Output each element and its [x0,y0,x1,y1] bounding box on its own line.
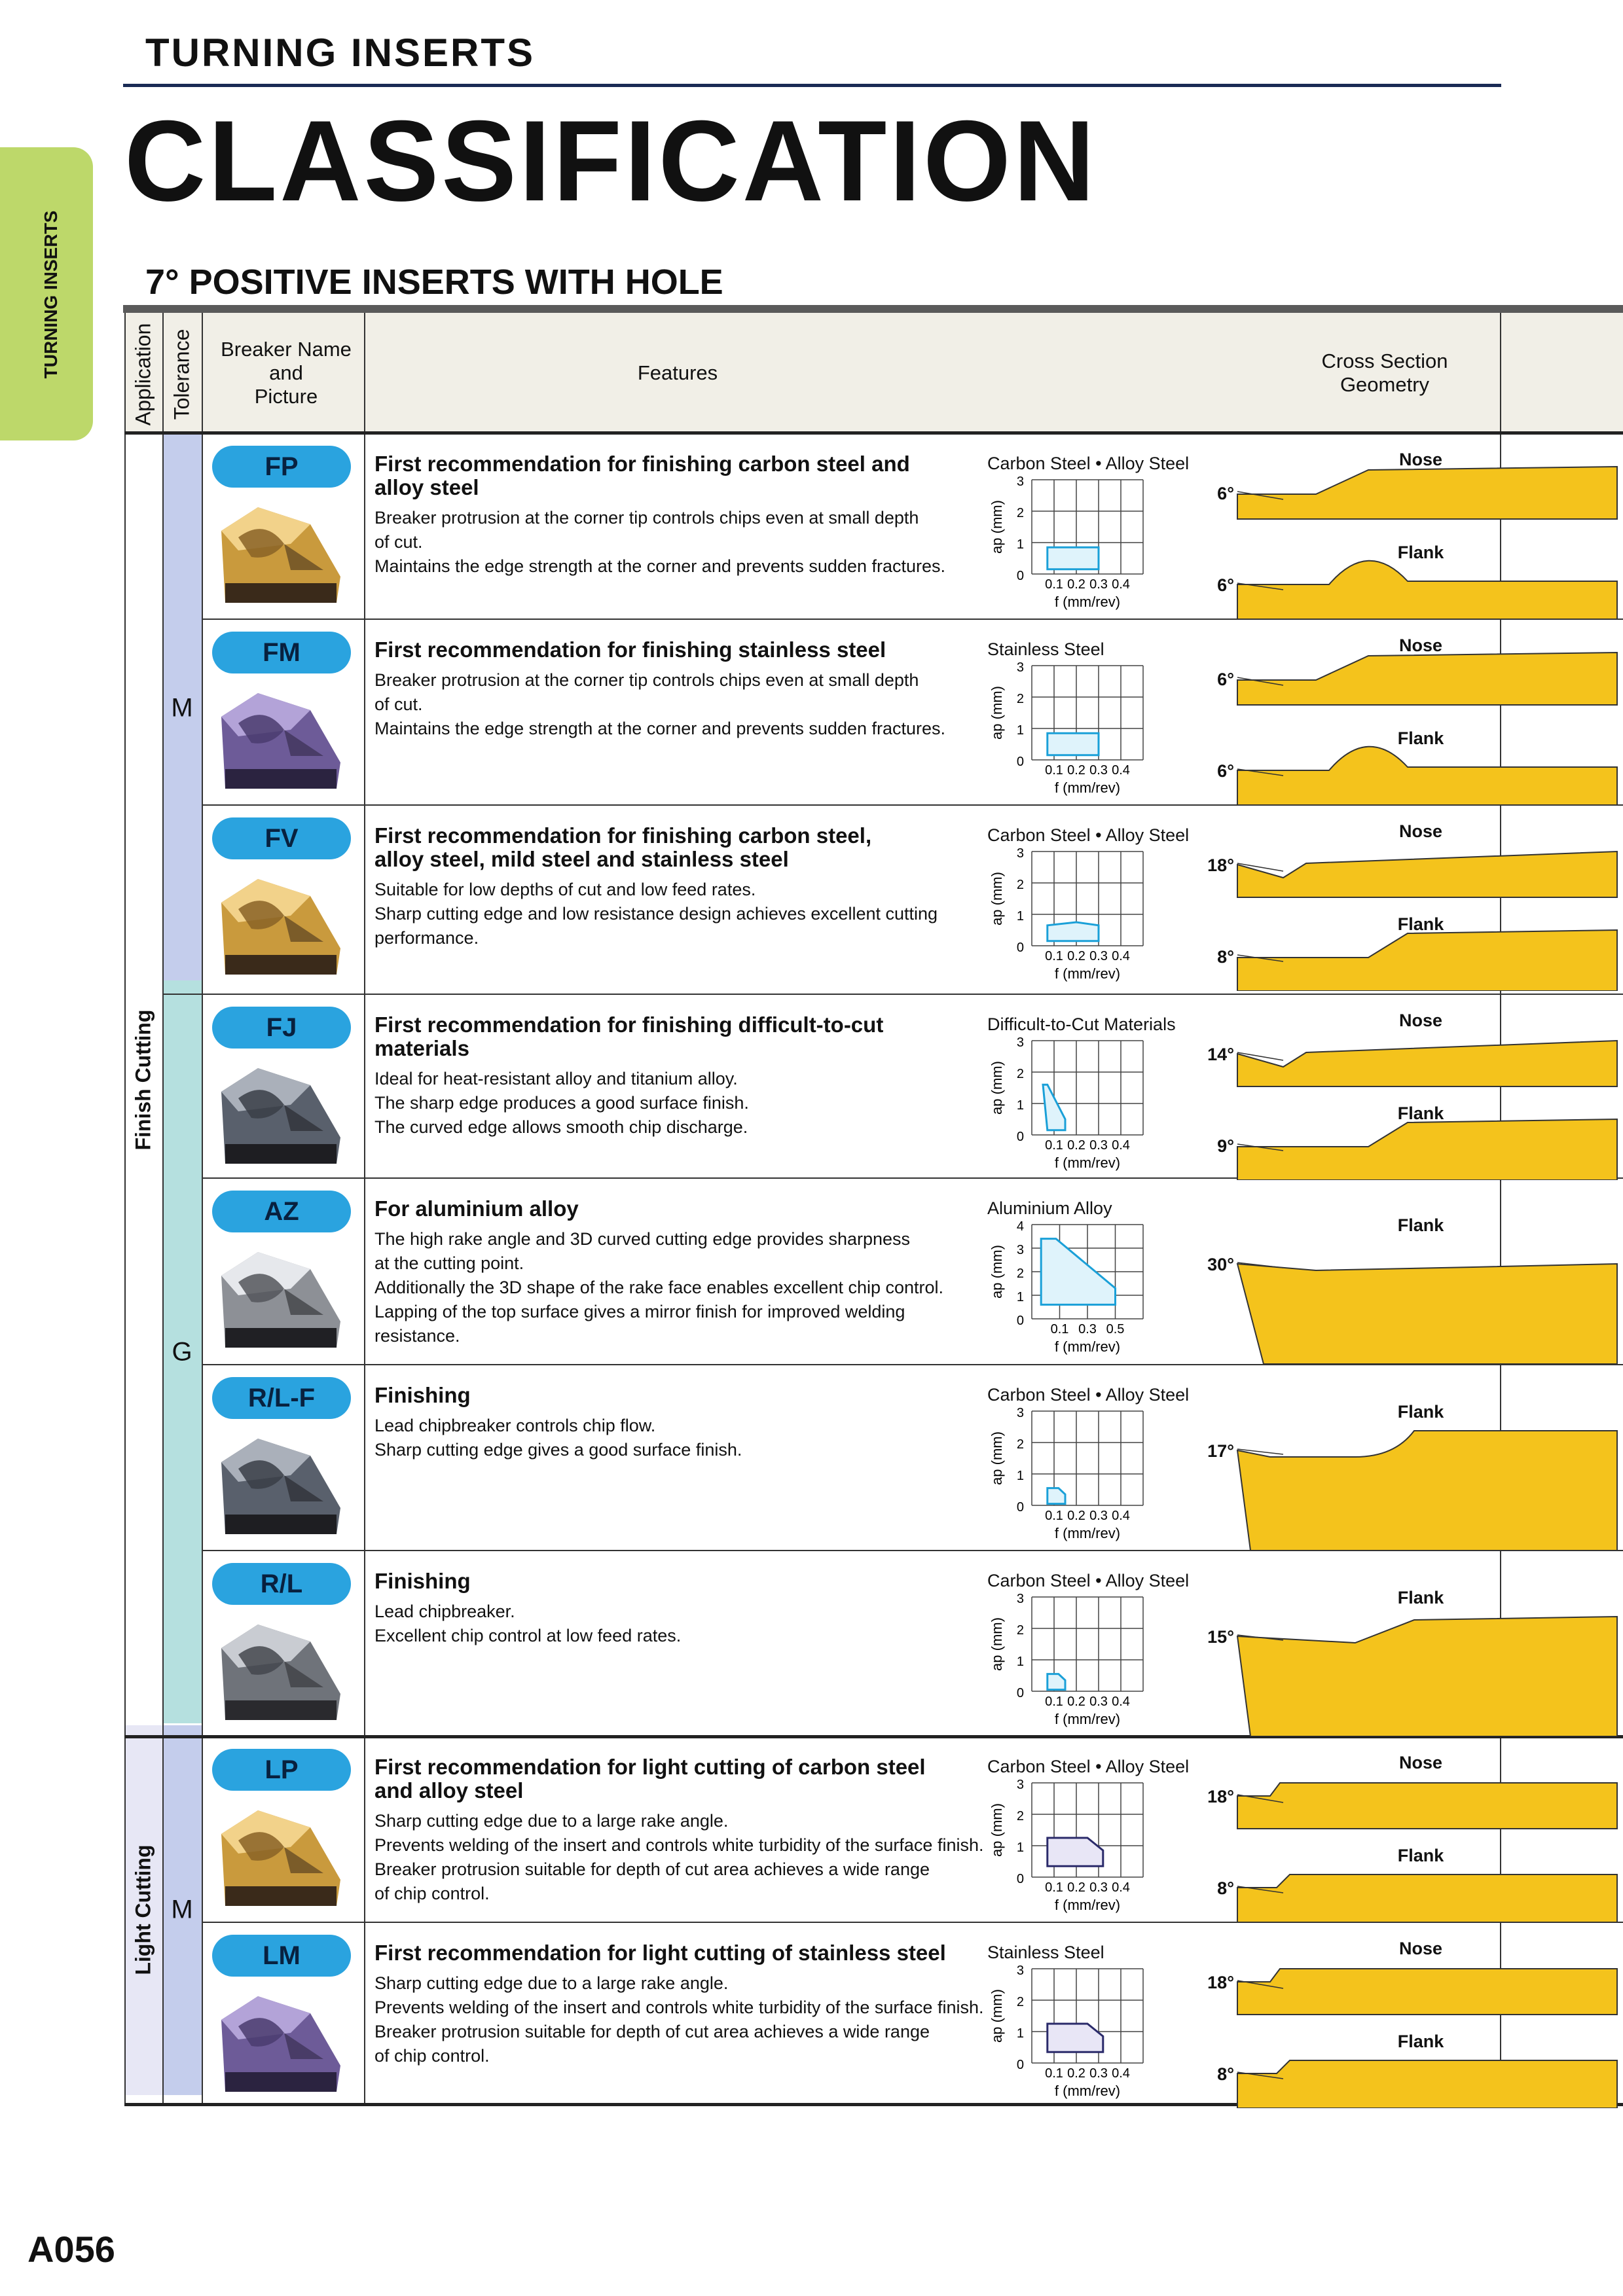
chart-y-tick: 4 [1016,1219,1024,1234]
cross-flank-angle: 30° [1207,1255,1234,1274]
header-rule [123,84,1501,87]
page-number: A056 [27,2229,115,2270]
cross-flank-profile [1237,1264,1617,1364]
feature-title-line: First recommendation for finishing carbon steel, [374,823,872,848]
feature-description-line: Maintains the edge strength at the corner and prevents sudden fractures. [374,719,946,738]
cross-nose-angle: 18° [1207,1787,1234,1806]
section-title: 7° POSITIVE INSERTS WITH HOLE [145,262,723,302]
feature-description-line: Lead chipbreaker controls chip flow. [374,1416,656,1435]
chart-x-axis-label: f (mm/rev) [1054,1897,1121,1913]
feature-description-line: of cut. [374,694,423,714]
chart-y-tick: 1 [1016,1098,1024,1113]
chart-recommended-area [1048,1488,1065,1504]
insert-picture [212,1243,351,1350]
chart-y-axis-label: ap (mm) [989,1061,1005,1115]
feature-description-line: Ideal for heat-resistant alloy and titanium alloy. [374,1069,738,1088]
breaker-name-pill[interactable]: AZ [212,1191,351,1232]
chart-y-tick: 1 [1016,537,1024,552]
chart-y-tick: 3 [1016,1035,1024,1050]
cross-label-flank: Flank [1397,1215,1444,1235]
chart-y-tick: 1 [1016,723,1024,738]
feature-description-line: Lead chipbreaker. [374,1602,515,1621]
chart-x-axis-label: f (mm/rev) [1054,780,1121,796]
chart-x-tick: 0.4 [1112,577,1130,592]
material-label: Stainless Steel [987,1943,1104,1962]
chart-y-tick: 1 [1016,1840,1024,1855]
feature-description [374,1227,996,1348]
chart-x-tick: 0.2 [1067,949,1085,963]
insert-picture [212,870,351,977]
cross-nose-angle: 6° [1217,670,1234,689]
chart-y-tick: 2 [1016,692,1024,706]
chart-x-tick: 0.1 [1045,2066,1063,2081]
header-breaker [204,338,368,408]
chart-y-tick: 1 [1016,2026,1024,2041]
chart-x-axis-label: f (mm/rev) [1054,1525,1121,1541]
feature-title-line: Finishing [374,1569,471,1593]
depth-feed-chart [986,1398,1156,1549]
depth-feed-chart [986,1584,1156,1734]
feature-description-line: The high rake angle and 3D curved cutting edge provides sharpness [374,1229,911,1249]
chart-x-tick: 0.3 [1089,949,1108,963]
chart-x-tick: 0.4 [1112,763,1130,778]
feature-title [374,638,983,662]
breaker-name-pill[interactable]: FP [212,446,351,488]
feature-title [374,1941,983,1965]
header-features: Features [637,361,718,384]
chart-x-tick: 0.3 [1089,1695,1108,1709]
cross-flank-profile [1237,2060,1617,2108]
chart-y-tick: 1 [1016,1655,1024,1669]
chart-x-axis-label: f (mm/rev) [1054,1711,1121,1727]
cross-nose-profile [1237,852,1617,897]
breaker-name-pill[interactable]: R/L-F [212,1377,351,1419]
chart-y-tick: 0 [1016,755,1024,769]
chart-y-tick: 2 [1016,1623,1024,1638]
application-light-cutting: Light Cutting [131,1844,155,1975]
chart-y-axis-label: ap (mm) [989,872,1005,925]
chart-y-tick: 0 [1016,1314,1024,1328]
material-label: Difficult-to-Cut Materials [987,1014,1176,1034]
feature-description-line: Sharp cutting edge due to a large rake angle. [374,1811,729,1831]
insert-row [124,620,1623,805]
chart-y-axis-label: ap (mm) [989,1245,1005,1299]
chart-recommended-area [1048,733,1099,755]
chart-y-tick: 3 [1016,1778,1024,1792]
chart-y-axis-label: ap (mm) [989,1617,1005,1671]
feature-title-line: alloy steel, mild steel and stainless steel [374,847,789,871]
chart-y-tick: 0 [1016,2058,1024,2072]
chart-x-axis-label: f (mm/rev) [1054,1338,1121,1355]
side-tab-label: TURNING INSERTS [41,210,61,379]
chart-y-tick: 3 [1016,660,1024,675]
feature-description [374,878,996,950]
depth-feed-chart [986,1956,1156,2106]
depth-feed-chart [986,1028,1156,1178]
feature-description [374,1809,996,1906]
application-finish-cutting: Finish Cutting [131,1009,155,1151]
chart-x-tick: 0.2 [1067,1695,1085,1709]
cross-flank-angle: 8° [1217,2064,1234,2084]
feature-description-line: Maintains the edge strength at the corner and prevents sudden fractures. [374,556,946,576]
chart-recommended-area [1048,922,1099,941]
feature-description [374,1971,996,2068]
chart-x-tick: 0.4 [1112,1509,1130,1523]
depth-feed-chart [986,838,1156,989]
feature-description-line: The curved edge allows smooth chip discharge. [374,1117,748,1137]
cross-label-flank: Flank [1397,728,1444,748]
cross-nose-angle: 6° [1217,484,1234,503]
chart-y-tick: 3 [1016,1592,1024,1606]
insert-picture [212,684,351,791]
breaker-name-pill[interactable]: LP [212,1749,351,1791]
chart-x-tick: 0.4 [1112,949,1130,963]
chart-y-axis-label: ap (mm) [989,686,1005,740]
chart-y-tick: 3 [1016,846,1024,861]
feature-description-line: Sharp cutting edge due to a large rake angle. [374,1973,729,1993]
chart-y-tick: 0 [1016,1686,1024,1700]
page-title: CLASSIFICATION [124,97,1098,225]
feature-description-line: of cut. [374,532,423,552]
cross-nose-profile [1237,1969,1617,2015]
chart-y-tick: 2 [1016,1067,1024,1081]
cross-label-nose: Nose [1398,1011,1443,1030]
insert-row [124,1551,1623,1736]
chart-x-tick: 0.1 [1045,1880,1063,1895]
feature-description-line: of chip control. [374,1884,490,1903]
material-label: Stainless Steel [987,639,1104,659]
feature-description-line: Lapping of the top surface gives a mirror finish for improved welding [374,1302,905,1321]
feature-description-line: Prevents welding of the insert and controls white turbidity of the surface finish. [374,1835,984,1855]
insert-row [124,434,1623,619]
cross-section-geometry [1198,995,1623,1180]
header-application: Application [131,323,155,426]
feature-description [374,506,996,579]
chart-y-tick: 2 [1016,506,1024,520]
chart-y-tick: 2 [1016,878,1024,892]
cross-flank-angle: 6° [1217,575,1234,595]
chart-x-tick: 0.2 [1067,1138,1085,1153]
tolerance-label: M [171,693,193,723]
material-label: Carbon Steel • Alloy Steel [987,1385,1190,1405]
header-breaker-line: Breaker Name [221,338,352,361]
feature-description-line: The sharp edge produces a good surface finish. [374,1093,749,1113]
tolerance-label: G [172,1337,192,1367]
chart-x-tick: 0.1 [1045,577,1063,592]
cross-nose-profile [1237,467,1617,519]
cross-flank-profile [1237,1431,1617,1551]
feature-description-line: Suitable for low depths of cut and low feed rates. [374,880,756,899]
cross-label-flank: Flank [1397,1103,1444,1123]
feature-description-line: Breaker protrusion suitable for depth of cut area achieves a wide range [374,2022,930,2041]
insert-row [124,995,1623,1180]
feature-title-line: First recommendation for finishing stainless steel [374,637,886,662]
feature-description [374,668,996,741]
insert-picture [212,1987,351,2094]
feature-title-line: First recommendation for light cutting of carbon steel [374,1755,926,1779]
chart-y-tick: 2 [1016,1266,1024,1281]
cross-flank-angle: 15° [1207,1627,1234,1647]
feature-description-line: Sharp cutting edge and low resistance design achieves excellent cutting [374,904,938,924]
chart-recommended-area [1048,1674,1065,1690]
breaker-name-pill[interactable]: FJ [212,1007,351,1049]
insert-picture [212,498,351,605]
header-cross-line: Cross Section [1321,350,1448,372]
cross-section-geometry [1198,620,1623,805]
breaker-name-pill[interactable]: R/L [212,1563,351,1605]
chart-x-tick: 0.1 [1045,1695,1063,1709]
cross-section-geometry [1198,1737,1623,1922]
feature-title-line: materials [374,1036,469,1060]
feature-description-line: performance. [374,928,479,948]
cross-nose-profile [1237,1783,1617,1829]
chart-x-tick: 0.3 [1089,1138,1108,1153]
feature-title-line: First recommendation for light cutting of stainless steel [374,1941,946,1965]
chart-x-tick: 0.1 [1045,763,1063,778]
cross-flank-angle: 8° [1217,947,1234,967]
chart-x-tick: 0.3 [1089,1509,1108,1523]
chart-y-tick: 2 [1016,1995,1024,2009]
chart-y-tick: 1 [1016,1469,1024,1483]
chart-x-tick: 0.1 [1045,949,1063,963]
chart-x-axis-label: f (mm/rev) [1054,1155,1121,1171]
cross-label-flank: Flank [1397,914,1444,934]
chart-y-axis-label: ap (mm) [989,1989,1005,2043]
cross-nose-profile [1237,1041,1617,1086]
cross-label-nose: Nose [1398,450,1443,469]
feature-description-line: Excellent chip control at low feed rates. [374,1626,682,1645]
feature-title-line: Finishing [374,1383,471,1407]
chart-x-tick: 0.4 [1112,1695,1130,1709]
feature-description-line: Breaker protrusion at the corner tip controls chips even at small depth [374,670,919,690]
cross-section-geometry [1198,806,1623,991]
cross-section-geometry [1198,1551,1623,1736]
chart-x-tick: 0.5 [1106,1322,1125,1336]
material-label: Aluminium Alloy [987,1198,1112,1218]
cross-section-geometry [1198,1923,1623,2108]
chart-x-axis-label: f (mm/rev) [1054,965,1121,982]
feature-title [374,452,983,499]
header-breaker-line: Picture [254,385,318,408]
chart-y-tick: 0 [1016,941,1024,955]
chart-x-tick: 0.1 [1050,1322,1069,1336]
chart-x-tick: 0.3 [1078,1322,1097,1336]
depth-feed-chart [986,653,1156,803]
cross-flank-angle: 17° [1207,1441,1234,1461]
cross-label-flank: Flank [1397,2032,1444,2051]
chart-x-tick: 0.2 [1067,577,1085,592]
insert-row [124,806,1623,991]
classification-table [124,313,1623,2106]
cross-label-nose: Nose [1398,821,1443,841]
chart-x-tick: 0.4 [1112,1138,1130,1153]
cross-label-nose: Nose [1398,1939,1443,1958]
chart-x-tick: 0.1 [1045,1138,1063,1153]
chart-y-tick: 3 [1016,1243,1024,1257]
header-cross-section [1172,350,1597,397]
material-label: Carbon Steel • Alloy Steel [987,454,1190,473]
cross-nose-profile [1237,653,1617,705]
chart-y-tick: 3 [1016,475,1024,489]
feature-description-line: Additionally the 3D shape of the rake face enables excellent chip control. [374,1278,944,1297]
insert-picture [212,1429,351,1537]
section-rule [123,305,1623,313]
cross-flank-profile [1237,1874,1617,1922]
feature-title-line: First recommendation for finishing carbon steel and [374,452,910,476]
header-section-title: TURNING INSERTS [145,31,536,75]
chart-y-axis-label: ap (mm) [989,1431,1005,1485]
breaker-name-pill[interactable]: FV [212,817,351,859]
cross-flank-profile [1237,561,1617,619]
feature-description [374,1067,996,1139]
chart-x-tick: 0.3 [1089,2066,1108,2081]
feature-description-line: at the cutting point. [374,1253,524,1273]
feature-description [374,1600,996,1648]
cross-label-nose: Nose [1398,636,1443,655]
material-label: Carbon Steel • Alloy Steel [987,825,1190,845]
depth-feed-chart [986,1770,1156,1920]
chart-x-tick: 0.2 [1067,1509,1085,1523]
breaker-name-pill[interactable]: FM [212,632,351,673]
chart-x-tick: 0.2 [1067,763,1085,778]
feature-title-line: alloy steel [374,475,479,499]
feature-description-line: resistance. [374,1326,460,1346]
chart-recommended-area [1048,1838,1103,1866]
chart-y-tick: 1 [1016,1290,1024,1304]
header-cross-line: Geometry [1340,373,1430,396]
feature-title-line: First recommendation for finishing difficult-to-cut [374,1013,884,1037]
insert-row [124,1179,1623,1364]
feature-description-line: Breaker protrusion suitable for depth of cut area achieves a wide range [374,1859,930,1879]
material-label: Carbon Steel • Alloy Steel [987,1571,1190,1590]
chart-x-tick: 0.4 [1112,1880,1130,1895]
cross-flank-angle: 6° [1217,761,1234,781]
insert-picture [212,1615,351,1723]
feature-title-line: and alloy steel [374,1778,524,1803]
chart-y-tick: 3 [1016,1964,1024,1978]
chart-y-axis-label: ap (mm) [989,1803,1005,1857]
chart-x-axis-label: f (mm/rev) [1054,594,1121,610]
depth-feed-chart [986,467,1156,617]
chart-y-tick: 3 [1016,1406,1024,1420]
feature-title [374,1013,983,1060]
chart-y-tick: 0 [1016,569,1024,583]
cross-label-flank: Flank [1397,1402,1444,1422]
chart-x-tick: 0.3 [1089,577,1108,592]
breaker-name-pill[interactable]: LM [212,1935,351,1977]
chart-x-tick: 0.2 [1067,1880,1085,1895]
chart-x-tick: 0.3 [1089,763,1108,778]
chart-y-tick: 0 [1016,1500,1024,1515]
feature-title [374,1755,983,1803]
cross-label-nose: Nose [1398,1753,1443,1772]
cross-flank-profile [1237,747,1617,805]
feature-title [374,1384,983,1407]
feature-description [374,1414,996,1462]
chart-x-tick: 0.2 [1067,2066,1085,2081]
chart-y-axis-label: ap (mm) [989,500,1005,554]
depth-feed-chart [986,1211,1156,1362]
cross-label-flank: Flank [1397,543,1444,562]
feature-description-line: Sharp cutting edge gives a good surface finish. [374,1440,742,1460]
chart-y-tick: 0 [1016,1872,1024,1886]
chart-x-tick: 0.4 [1112,2066,1130,2081]
cross-nose-angle: 14° [1207,1045,1234,1064]
chart-y-tick: 2 [1016,1437,1024,1452]
chart-y-tick: 1 [1016,909,1024,924]
insert-row [124,1737,1623,1922]
feature-title-line: For aluminium alloy [374,1196,579,1221]
feature-description-line: Prevents welding of the insert and controls white turbidity of the surface finish. [374,1998,984,2017]
cross-section-geometry [1198,434,1623,619]
cross-label-flank: Flank [1397,1846,1444,1865]
chart-recommended-area [1048,547,1099,569]
cross-flank-profile [1237,1119,1617,1180]
tolerance-label: M [171,1895,193,1924]
feature-title [374,1570,983,1593]
cross-label-flank: Flank [1397,1588,1444,1607]
insert-picture [212,1059,351,1166]
feature-description-line: Breaker protrusion at the corner tip controls chips even at small depth [374,508,919,528]
chart-y-tick: 0 [1016,1130,1024,1144]
header-breaker-line: and [269,361,303,384]
cross-nose-angle: 18° [1207,855,1234,875]
chart-y-tick: 2 [1016,1809,1024,1823]
header-tolerance: Tolerance [170,329,194,420]
chart-recommended-area [1048,2024,1103,2052]
insert-picture [212,1801,351,1909]
feature-title [374,1197,983,1221]
feature-title [374,824,983,871]
cross-section-geometry [1198,1179,1623,1364]
feature-description-line: of chip control. [374,2046,490,2066]
insert-row [124,1365,1623,1551]
insert-row [124,1923,1623,2108]
cross-flank-profile [1237,930,1617,991]
cross-flank-profile [1237,1617,1617,1736]
cross-flank-angle: 8° [1217,1878,1234,1898]
material-label: Carbon Steel • Alloy Steel [987,1757,1190,1776]
cross-section-geometry [1198,1365,1623,1551]
chart-x-tick: 0.3 [1089,1880,1108,1895]
chart-x-tick: 0.1 [1045,1509,1063,1523]
chart-x-axis-label: f (mm/rev) [1054,2083,1121,2099]
cross-nose-angle: 18° [1207,1973,1234,1992]
cross-flank-angle: 9° [1217,1136,1234,1156]
